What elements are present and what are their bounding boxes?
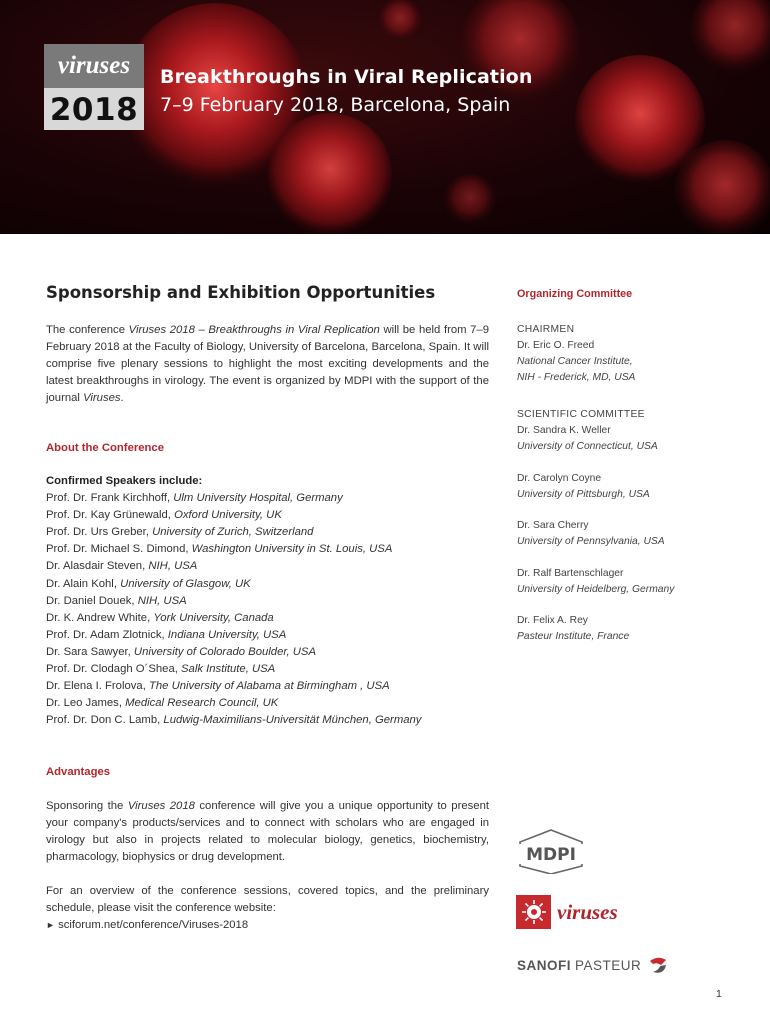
member-name: Dr. Felix A. Rey xyxy=(517,615,588,626)
speaker-name: Dr. Alasdair Steven, xyxy=(46,560,146,573)
list-item xyxy=(46,507,421,524)
scientific-committee-block xyxy=(517,407,658,455)
member-affiliation: University of Connecticut, USA xyxy=(517,441,658,452)
mdpi-logo xyxy=(516,828,586,874)
logo-year: 2018 xyxy=(44,88,144,130)
list-item xyxy=(46,558,421,575)
chairmen-label: CHAIRMEN xyxy=(517,324,575,335)
page-number: 1 xyxy=(716,988,722,1000)
list-item xyxy=(46,610,421,627)
chair-name: Dr. Eric O. Freed xyxy=(517,340,595,351)
list-item xyxy=(46,661,421,678)
list-item xyxy=(46,593,421,610)
speaker-name: Dr. Alain Kohl, xyxy=(46,577,117,590)
speaker-name: Dr. Elena I. Frolova, xyxy=(46,680,146,693)
intro-text-1: The conference xyxy=(46,324,129,336)
advantages-text-1: Sponsoring the xyxy=(46,800,128,812)
list-item xyxy=(46,490,421,507)
advantages-paragraph xyxy=(46,798,489,866)
speaker-affiliation: University of Zurich, Switzerland xyxy=(152,526,314,539)
speaker-affiliation: University of Glasgow, UK xyxy=(120,577,251,590)
chair-affiliation-line2: NIH - Frederick, MD, USA xyxy=(517,372,636,383)
virus-icon xyxy=(516,895,551,929)
viruses-2018-logo xyxy=(44,44,144,130)
speaker-affiliation: Medical Research Council, UK xyxy=(125,697,279,710)
intro-journal-name: Viruses xyxy=(83,392,121,405)
sanofi-logo-text-2: PASTEUR xyxy=(575,957,642,973)
speaker-affiliation: The University of Alabama at Birmingham , USA xyxy=(148,680,390,693)
member-affiliation: University of Pittsburgh, USA xyxy=(517,489,650,500)
sanofi-swirl-icon xyxy=(647,955,669,975)
list-item xyxy=(46,541,421,558)
member-name: Dr. Sara Cherry xyxy=(517,520,589,531)
speaker-name: Prof. Dr. Adam Zlotnick, xyxy=(46,628,165,641)
speaker-name: Prof. Dr. Kay Grünewald, xyxy=(46,509,171,522)
speaker-name: Dr. Daniel Douek, xyxy=(46,594,135,607)
speaker-affiliation: University of Colorado Boulder, USA xyxy=(133,645,316,658)
speaker-name: Prof. Dr. Michael S. Dimond, xyxy=(46,543,189,556)
speaker-affiliation: Ludwig-Maximilians-Universität München, Germany xyxy=(163,714,422,727)
overview-paragraph: For an overview of the conference sessions, covered topics, and the preliminary schedule, please visit the conference website: xyxy=(46,885,489,915)
speaker-affiliation: Salk Institute, USA xyxy=(181,663,276,676)
list-item xyxy=(46,576,421,593)
arrow-right-icon: ► xyxy=(46,920,55,930)
advantages-conference-name: Viruses 2018 xyxy=(127,800,195,812)
speaker-affiliation: NIH, USA xyxy=(137,594,187,607)
committee-member xyxy=(517,613,629,645)
conference-date-location: 7–9 February 2018, Barcelona, Spain xyxy=(160,94,511,116)
advantages-text-2: conference will give you a unique opportunity to present your company's products/services and to connect with scholars who are engaged in virology but also in projects related to molecular biology, genetics, biochemistry, pharmacology, biophysics or drug development. xyxy=(46,800,489,864)
speaker-affiliation: Washington University in St. Louis, USA xyxy=(191,543,393,556)
intro-paragraph xyxy=(46,322,489,407)
chair-affiliation-line1: National Cancer Institute, xyxy=(517,356,633,367)
scientific-committee-label: SCIENTIFIC COMMITTEE xyxy=(517,409,645,420)
sanofi-pasteur-logo xyxy=(517,955,669,975)
intro-conference-name: Viruses 2018 – Breakthroughs in Viral Replication xyxy=(128,324,380,336)
speaker-affiliation: Oxford University, UK xyxy=(174,509,282,522)
list-item xyxy=(46,695,421,712)
advantages-heading: Advantages xyxy=(46,766,111,778)
list-item xyxy=(46,678,421,695)
about-heading: About the Conference xyxy=(46,442,164,454)
list-item xyxy=(46,644,421,661)
speaker-name: Dr. Leo James, xyxy=(46,697,122,710)
speakers-lead: Confirmed Speakers include: xyxy=(46,475,203,487)
page-heading: Sponsorship and Exhibition Opportunities xyxy=(46,283,436,302)
intro-text-3: . xyxy=(120,392,124,405)
chairmen-block xyxy=(517,322,635,386)
list-item xyxy=(46,712,421,729)
member-name: Dr. Sandra K. Weller xyxy=(517,425,611,436)
speaker-name: Dr. Sara Sawyer, xyxy=(46,645,131,658)
list-item xyxy=(46,627,421,644)
speaker-name: Prof. Dr. Frank Kirchhoff, xyxy=(46,492,171,505)
speaker-name: Prof. Dr. Urs Greber, xyxy=(46,526,149,539)
member-affiliation: University of Pennsylvania, USA xyxy=(517,536,665,547)
viruses-logo-text: viruses xyxy=(557,899,618,924)
speakers-list xyxy=(46,473,421,729)
website-link[interactable] xyxy=(46,917,248,934)
mdpi-logo-text: MDPI xyxy=(526,845,576,865)
member-affiliation: Pasteur Institute, France xyxy=(517,631,630,642)
speaker-name: Prof. Dr. Clodagh O´Shea, xyxy=(46,663,178,676)
logo-word: viruses xyxy=(44,44,144,88)
sanofi-logo-text-1: SANOFI xyxy=(517,957,572,973)
committee-member xyxy=(517,471,650,503)
member-affiliation: University of Heidelberg, Germany xyxy=(517,584,675,595)
speaker-affiliation: Indiana University, USA xyxy=(167,628,287,641)
speaker-affiliation: NIH, USA xyxy=(148,560,198,573)
member-name: Dr. Carolyn Coyne xyxy=(517,473,602,484)
committee-member xyxy=(517,518,665,550)
list-item xyxy=(46,524,421,541)
website-link-text[interactable]: sciforum.net/conference/Viruses-2018 xyxy=(58,919,249,931)
speaker-name: Prof. Dr. Don C. Lamb, xyxy=(46,714,161,727)
viruses-journal-logo xyxy=(516,895,618,929)
speaker-affiliation: Ulm University Hospital, Germany xyxy=(173,492,343,505)
intro-text-2: will be held from 7–9 February 2018 at the Faculty of Biology, University of Barcelona, Barcelona, Spain. It will comprise five plenary sessions to highlight the most exciting developments and the latest breakthroughs in virology. The event is organized by MDPI with the support of the journal xyxy=(46,324,490,405)
speaker-affiliation: York University, Canada xyxy=(153,611,274,624)
member-name: Dr. Ralf Bartenschlager xyxy=(517,568,624,579)
conference-title: Breakthroughs in Viral Replication xyxy=(160,66,533,88)
committee-heading: Organizing Committee xyxy=(517,288,633,300)
speaker-name: Dr. K. Andrew White, xyxy=(46,611,151,624)
committee-member xyxy=(517,566,674,598)
header-banner xyxy=(0,0,770,234)
